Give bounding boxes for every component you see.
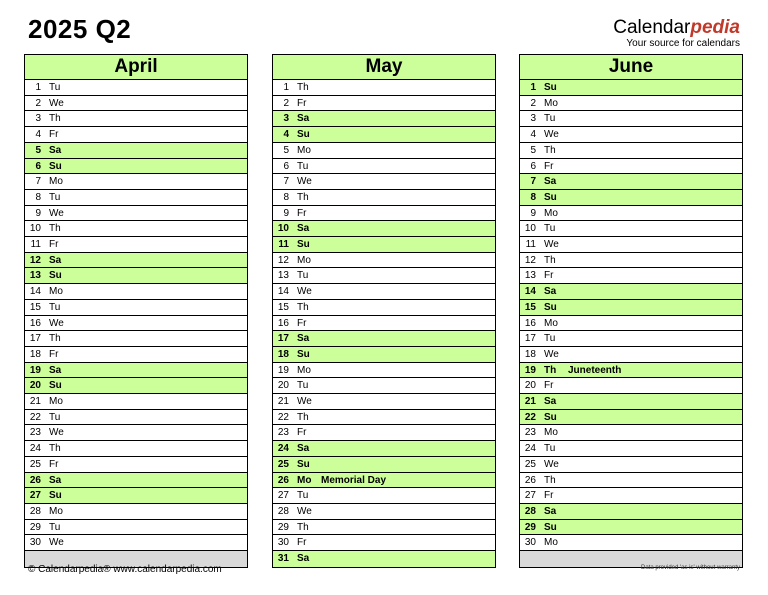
weekday-label: We — [297, 505, 312, 517]
day-number: 16 — [524, 317, 536, 329]
day-number: 3 — [35, 113, 41, 125]
weekday-label: Sa — [49, 474, 62, 486]
weekday-label: Sa — [297, 553, 310, 565]
day-row — [25, 127, 247, 143]
weekday-label: Fr — [49, 239, 59, 251]
footer-disclaimer: Data provided 'as is' without warranty — [640, 565, 740, 571]
day-number: 19 — [524, 364, 536, 376]
weekday-label: Su — [544, 521, 557, 533]
day-number: 23 — [29, 427, 41, 439]
weekday-label: We — [49, 207, 64, 219]
weekday-label: Th — [297, 411, 309, 423]
day-number: 2 — [35, 97, 41, 109]
weekend-day-row — [25, 378, 247, 394]
day-number: 27 — [524, 490, 536, 502]
day-row — [520, 237, 742, 253]
day-number: 4 — [35, 129, 41, 141]
day-number: 6 — [35, 160, 41, 172]
weekday-label: Mo — [544, 317, 558, 329]
day-number: 31 — [277, 553, 289, 565]
weekday-label: Su — [297, 239, 310, 251]
weekend-day-row — [273, 111, 495, 127]
month-column-may — [272, 54, 496, 568]
weekday-label: Fr — [49, 129, 59, 141]
day-number: 21 — [277, 396, 289, 408]
day-number: 10 — [524, 223, 536, 235]
weekend-day-row — [520, 300, 742, 316]
weekend-day-row — [273, 331, 495, 347]
weekday-label: Sa — [297, 333, 310, 345]
weekday-label: Tu — [297, 160, 309, 172]
day-list — [520, 80, 742, 567]
day-row — [273, 504, 495, 520]
day-row — [25, 410, 247, 426]
day-number: 17 — [29, 333, 41, 345]
day-number: 14 — [277, 286, 289, 298]
weekday-label: Sa — [49, 144, 62, 156]
weekend-day-row — [273, 457, 495, 473]
day-number: 10 — [277, 223, 289, 235]
weekend-day-row — [520, 394, 742, 410]
day-number: 13 — [524, 270, 536, 282]
day-number: 4 — [530, 129, 536, 141]
day-number: 3 — [283, 113, 289, 125]
weekend-day-row — [273, 221, 495, 237]
weekday-label: Fr — [297, 97, 307, 109]
month-column-june — [519, 54, 743, 568]
day-number: 26 — [524, 474, 536, 486]
day-number: 7 — [35, 176, 41, 188]
day-row — [25, 441, 247, 457]
day-number: 5 — [35, 144, 41, 156]
weekend-day-row — [273, 551, 495, 567]
day-number: 18 — [29, 348, 41, 360]
weekday-label: We — [297, 176, 312, 188]
weekday-label: Sa — [544, 176, 557, 188]
weekday-label: Tu — [49, 82, 61, 93]
weekday-label: Th — [297, 521, 309, 533]
day-number: 13 — [277, 270, 289, 282]
day-number: 30 — [524, 537, 536, 549]
day-number: 25 — [524, 458, 536, 470]
weekday-label: Mo — [544, 537, 558, 549]
weekday-label: Fr — [544, 490, 554, 502]
weekend-day-row — [25, 268, 247, 284]
weekend-day-row — [520, 80, 742, 96]
weekend-day-row — [520, 520, 742, 536]
day-number: 27 — [29, 490, 41, 502]
weekday-label: Fr — [297, 427, 307, 439]
weekday-label: Mo — [49, 286, 63, 298]
day-number: 15 — [29, 301, 41, 313]
day-number: 16 — [277, 317, 289, 329]
day-row — [25, 300, 247, 316]
weekday-label: Th — [49, 443, 61, 455]
weekday-label: Fr — [297, 317, 307, 329]
weekday-label: Fr — [49, 458, 59, 470]
weekday-label: Mo — [544, 207, 558, 219]
weekday-label: Sa — [544, 396, 557, 408]
day-number: 24 — [524, 443, 536, 455]
weekday-label: Th — [544, 144, 556, 156]
weekday-label: Tu — [544, 223, 556, 235]
month-header: May — [273, 55, 495, 80]
day-number: 23 — [524, 427, 536, 439]
day-number: 29 — [29, 521, 41, 533]
day-row — [520, 268, 742, 284]
weekday-label: Tu — [49, 301, 61, 313]
weekday-label: Mo — [49, 176, 63, 188]
month-header: April — [25, 55, 247, 80]
day-number: 18 — [277, 348, 289, 360]
weekday-label: Th — [49, 113, 61, 125]
day-number: 2 — [530, 97, 536, 109]
day-row — [25, 394, 247, 410]
day-number: 6 — [530, 160, 536, 172]
day-row — [273, 143, 495, 159]
weekday-label: Fr — [544, 270, 554, 282]
weekday-label: Mo — [297, 144, 311, 156]
weekend-day-row — [25, 159, 247, 175]
day-number: 22 — [277, 411, 289, 423]
day-number: 6 — [283, 160, 289, 172]
footer-copyright: © Calendarpedia® www.calendarpedia.com — [28, 564, 222, 575]
day-row — [25, 504, 247, 520]
day-list — [273, 80, 495, 567]
day-number: 21 — [524, 396, 536, 408]
day-number: 9 — [530, 207, 536, 219]
day-number: 30 — [29, 537, 41, 549]
day-row — [25, 347, 247, 363]
day-number: 22 — [29, 411, 41, 423]
weekday-label: We — [297, 396, 312, 408]
weekday-label: Mo — [297, 254, 311, 266]
day-row — [520, 473, 742, 489]
day-row — [25, 284, 247, 300]
day-number: 8 — [530, 191, 536, 203]
day-number: 20 — [524, 380, 536, 392]
day-row — [25, 331, 247, 347]
weekday-label: Tu — [297, 270, 309, 282]
day-row — [520, 488, 742, 504]
day-row — [273, 520, 495, 536]
month-header: June — [520, 55, 742, 80]
day-number: 11 — [525, 239, 536, 251]
day-row — [273, 284, 495, 300]
day-row — [25, 80, 247, 96]
weekday-label: Sa — [544, 286, 557, 298]
day-number: 8 — [283, 191, 289, 203]
weekday-label: Tu — [544, 443, 556, 455]
weekday-label: Tu — [49, 521, 61, 533]
day-row — [25, 237, 247, 253]
brand-logo[interactable] — [613, 18, 740, 49]
weekday-label: Fr — [544, 160, 554, 172]
day-number: 18 — [524, 348, 536, 360]
weekday-label: Th — [544, 254, 556, 266]
weekday-label: Sa — [49, 254, 62, 266]
day-row — [25, 520, 247, 536]
day-number: 1 — [283, 82, 289, 93]
day-number: 9 — [283, 207, 289, 219]
weekend-day-row — [25, 488, 247, 504]
weekend-day-row — [273, 127, 495, 143]
day-number: 5 — [530, 144, 536, 156]
day-row — [273, 190, 495, 206]
day-row — [25, 96, 247, 112]
weekday-label: We — [49, 537, 64, 549]
weekend-day-row — [25, 363, 247, 379]
day-row — [520, 457, 742, 473]
day-number: 13 — [29, 270, 41, 282]
day-row — [25, 457, 247, 473]
brand-name-accent: pedia — [690, 17, 740, 38]
weekend-day-row — [520, 410, 742, 426]
weekday-label: Sa — [544, 505, 557, 517]
weekday-label: Th — [297, 191, 309, 203]
weekday-label: Tu — [297, 490, 309, 502]
day-number: 15 — [524, 301, 536, 313]
day-number: 17 — [277, 333, 289, 345]
day-row — [520, 378, 742, 394]
weekday-label: Th — [49, 223, 61, 235]
day-number: 4 — [283, 129, 289, 141]
day-row — [273, 363, 495, 379]
day-number: 19 — [277, 364, 289, 376]
weekday-label: Fr — [297, 207, 307, 219]
day-number: 12 — [524, 254, 536, 266]
weekday-label: Tu — [49, 191, 61, 203]
day-number: 11 — [278, 239, 289, 251]
weekday-label: Mo — [49, 396, 63, 408]
page-title: 2025 Q2 — [28, 14, 132, 44]
day-number: 25 — [29, 458, 41, 470]
weekday-label: Fr — [49, 348, 59, 360]
weekday-label: Mo — [544, 427, 558, 439]
weekday-label: Mo — [544, 97, 558, 109]
day-number: 2 — [283, 97, 289, 109]
weekday-label: Tu — [297, 380, 309, 392]
weekday-label: Sa — [297, 223, 310, 235]
weekday-label: Su — [297, 458, 310, 470]
day-number: 1 — [530, 82, 536, 93]
day-number: 12 — [277, 254, 289, 266]
day-number: 28 — [524, 505, 536, 517]
weekday-label: Sa — [297, 113, 310, 125]
weekday-label: Th — [297, 301, 309, 313]
day-number: 29 — [524, 521, 536, 533]
day-row — [273, 253, 495, 269]
weekday-label: Mo — [297, 364, 311, 376]
weekday-label: We — [49, 427, 64, 439]
weekday-label: Tu — [544, 333, 556, 345]
weekday-label: We — [544, 239, 559, 251]
day-number: 12 — [29, 254, 41, 266]
brand-name — [613, 18, 740, 38]
day-number: 5 — [283, 144, 289, 156]
day-row — [520, 206, 742, 222]
weekend-day-row — [273, 237, 495, 253]
weekday-label: Mo — [297, 474, 312, 486]
day-number: 26 — [29, 474, 41, 486]
day-number: 3 — [530, 113, 536, 125]
weekday-label: Th — [297, 82, 309, 93]
day-row — [520, 111, 742, 127]
day-row — [273, 394, 495, 410]
weekday-label: Tu — [49, 411, 61, 423]
day-row — [25, 111, 247, 127]
weekday-label: Su — [49, 270, 62, 282]
day-row — [25, 535, 247, 551]
weekend-day-row — [25, 253, 247, 269]
day-row — [25, 174, 247, 190]
weekend-day-row — [25, 143, 247, 159]
day-row — [25, 190, 247, 206]
day-row — [273, 425, 495, 441]
day-row — [273, 488, 495, 504]
day-row — [273, 378, 495, 394]
weekday-label: Fr — [544, 380, 554, 392]
month-column-april — [24, 54, 248, 568]
day-list — [25, 80, 247, 567]
day-row — [520, 96, 742, 112]
weekday-label: Tu — [544, 113, 556, 125]
day-number: 30 — [277, 537, 289, 549]
holiday-label: Memorial Day — [321, 474, 387, 486]
day-row — [273, 159, 495, 175]
weekday-label: Fr — [297, 537, 307, 549]
day-number: 7 — [283, 176, 289, 188]
day-row — [520, 316, 742, 332]
weekday-label: We — [544, 458, 559, 470]
weekday-label: Su — [544, 411, 557, 423]
day-row — [25, 425, 247, 441]
weekday-label: Th — [544, 474, 556, 486]
day-row — [273, 410, 495, 426]
weekday-label: Su — [297, 129, 310, 141]
day-number: 24 — [29, 443, 41, 455]
day-number: 14 — [524, 286, 536, 298]
holiday-day-row — [273, 473, 495, 489]
weekday-label: Sa — [49, 364, 62, 376]
day-number: 14 — [29, 286, 41, 298]
weekday-label: Su — [49, 490, 62, 502]
day-number: 26 — [277, 474, 289, 486]
day-row — [520, 143, 742, 159]
day-row — [273, 80, 495, 96]
day-number: 21 — [29, 396, 41, 408]
day-row — [520, 331, 742, 347]
weekday-label: We — [49, 317, 64, 329]
day-number: 27 — [277, 490, 289, 502]
day-number: 10 — [29, 223, 41, 235]
day-number: 1 — [35, 82, 41, 93]
brand-tagline: Your source for calendars — [626, 38, 740, 49]
day-number: 17 — [524, 333, 536, 345]
weekday-label: Mo — [49, 505, 63, 517]
day-number: 24 — [277, 443, 289, 455]
day-row — [273, 206, 495, 222]
day-row — [273, 535, 495, 551]
day-row — [273, 174, 495, 190]
weekday-label: Sa — [297, 443, 310, 455]
day-row — [520, 221, 742, 237]
day-row — [520, 535, 742, 551]
day-row — [273, 268, 495, 284]
day-row — [25, 206, 247, 222]
brand-name-main: Calendar — [613, 17, 691, 38]
weekday-label: We — [297, 286, 312, 298]
weekday-label: Th — [544, 364, 557, 376]
holiday-day-row — [520, 363, 742, 379]
day-row — [520, 425, 742, 441]
day-number: 19 — [29, 364, 41, 376]
weekend-day-row — [25, 473, 247, 489]
day-number: 22 — [524, 411, 536, 423]
weekend-day-row — [520, 504, 742, 520]
weekday-label: We — [544, 129, 559, 141]
weekend-day-row — [520, 174, 742, 190]
weekday-label: Su — [297, 348, 310, 360]
weekday-label: Th — [49, 333, 61, 345]
day-row — [25, 221, 247, 237]
weekday-label: Su — [544, 191, 557, 203]
day-number: 20 — [29, 380, 41, 392]
day-number: 11 — [30, 239, 41, 251]
holiday-label: Juneteenth — [568, 364, 622, 376]
day-row — [520, 441, 742, 457]
day-row — [273, 96, 495, 112]
day-row — [273, 300, 495, 316]
day-row — [273, 316, 495, 332]
day-row — [520, 127, 742, 143]
day-row — [25, 316, 247, 332]
day-number: 28 — [277, 505, 289, 517]
weekday-label: Su — [49, 380, 62, 392]
weekend-day-row — [520, 190, 742, 206]
day-number: 7 — [530, 176, 536, 188]
weekday-label: Su — [544, 301, 557, 313]
day-number: 23 — [277, 427, 289, 439]
day-number: 15 — [277, 301, 289, 313]
day-number: 28 — [29, 505, 41, 517]
weekday-label: We — [49, 97, 64, 109]
day-row — [520, 347, 742, 363]
day-number: 20 — [277, 380, 289, 392]
day-number: 16 — [29, 317, 41, 329]
weekend-day-row — [520, 284, 742, 300]
weekday-label: Su — [49, 160, 62, 172]
day-number: 29 — [277, 521, 289, 533]
weekday-label: We — [544, 348, 559, 360]
day-row — [520, 253, 742, 269]
weekend-day-row — [273, 441, 495, 457]
weekend-day-row — [273, 347, 495, 363]
day-row — [520, 159, 742, 175]
day-number: 8 — [35, 191, 41, 203]
day-number: 25 — [277, 458, 289, 470]
day-number: 9 — [35, 207, 41, 219]
weekday-label: Su — [544, 82, 557, 93]
